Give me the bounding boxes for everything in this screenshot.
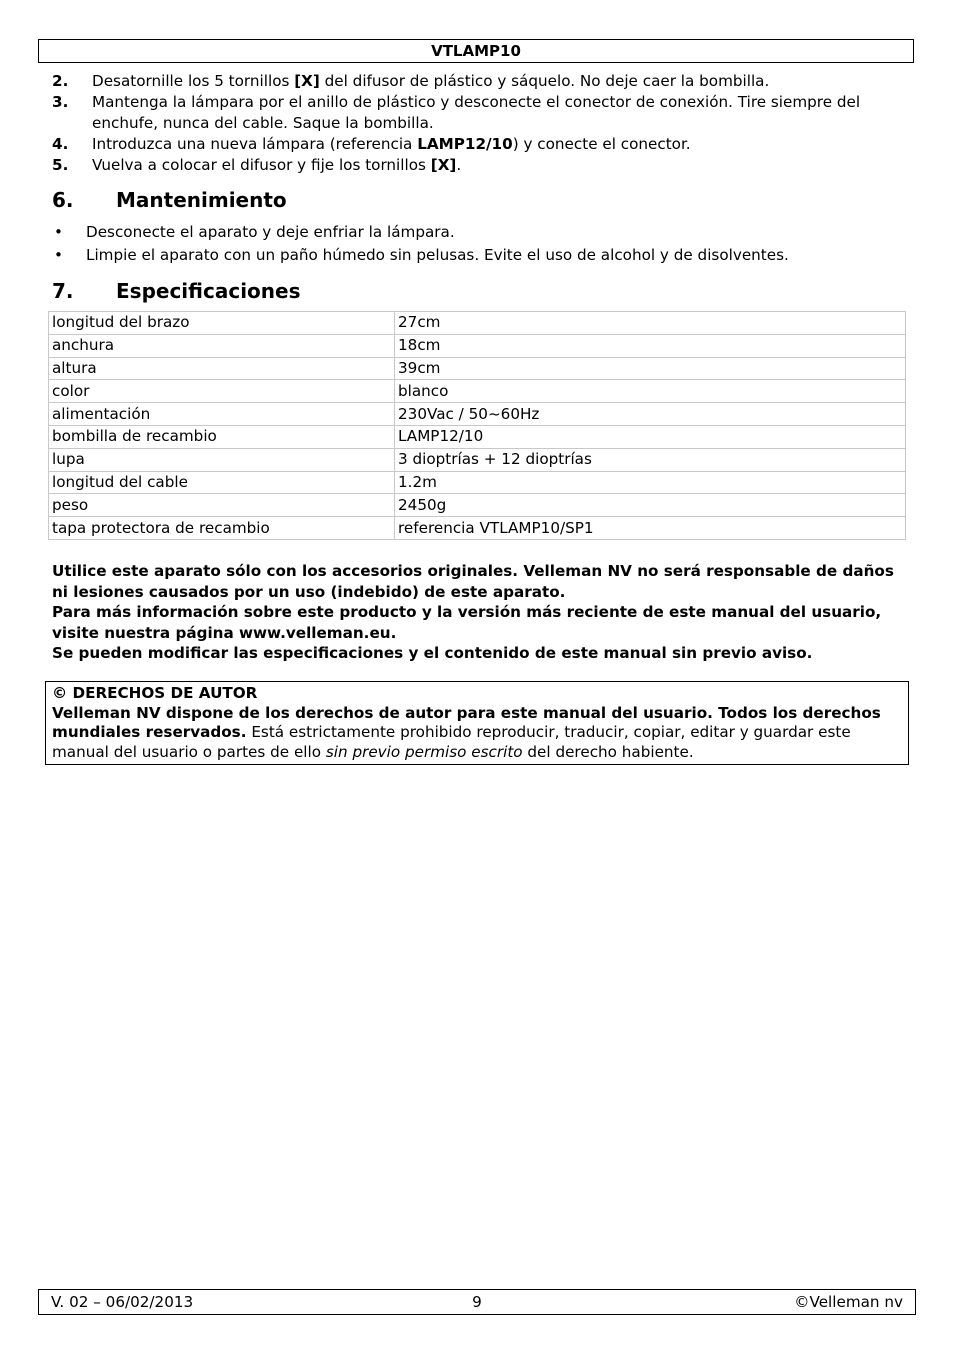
spec-value: 27cm [395,312,906,335]
specifications-table [48,311,906,540]
notice-paragraph: Para más información sobre este producto y la versión más reciente de este manual del usuario, visite nuestra página www.velleman.eu. [52,603,882,642]
list-item [52,245,912,265]
table-row [49,380,906,403]
list-item [52,155,912,176]
bullet-icon: • [54,223,63,241]
notice-paragraph: Utilice este aparato sólo con los accesorios originales. Velleman NV no será responsable de daños ni lesiones causados por un uso (indebido) de este aparato. [52,562,894,601]
copyright-text: Velleman NV dispone de los derechos de autor para este manual del usuario. Todos los derechos mundiales reservados. Está estrictamente prohibido reproducir, traducir, copiar, editar y guardar este manual del usuario o partes de ello sin previo permiso escrito del derecho habiente. [52,703,881,761]
step-text: Mantenga la lámpara por el anillo de plástico y desconecte el conector de conexión. Tire siempre del enchufe, nunca del cable. Saque la bombilla. [92,93,861,132]
list-item [52,71,912,92]
spec-value: 3 dioptrías + 12 dioptrías [395,448,906,471]
table-row [49,334,906,357]
table-row [49,403,906,426]
steps-list [52,71,912,176]
spec-label: altura [49,357,395,380]
spec-value: 1.2m [395,471,906,494]
spec-label: peso [49,494,395,517]
copyright-title: © DERECHOS DE AUTOR [52,684,258,702]
spec-value: 2450g [395,494,906,517]
step-text: Desatornille los 5 tornillos [X] del difusor de plástico y sáquelo. No deje caer la bombilla. [92,72,770,90]
table-row [49,517,906,540]
step-number: 5. [52,155,69,174]
step-number: 4. [52,134,69,153]
footer-version: V. 02 – 06/02/2013 [51,1293,194,1311]
list-item [52,92,912,133]
step-text: Introduzca una nueva lámpara (referencia LAMP12/10) y conecte el conector. [92,134,691,153]
notice-paragraph: Se pueden modificar las especificaciones y el contenido de este manual sin previo aviso. [52,644,813,662]
spec-label: lupa [49,448,395,471]
page-header [38,39,914,63]
copyright-box [45,681,909,765]
spec-value: 39cm [395,357,906,380]
footer-brand: ©Velleman nv [794,1293,903,1311]
spec-label: longitud del cable [49,471,395,494]
spec-value: blanco [395,380,906,403]
section-number: 6. [52,188,74,212]
spec-label: alimentación [49,403,395,426]
notice-block [52,561,912,664]
spec-label: color [49,380,395,403]
spec-value: referencia VTLAMP10/SP1 [395,517,906,540]
table-row [49,448,906,471]
spec-label: bombilla de recambio [49,425,395,448]
bullet-icon: • [54,246,63,264]
spec-value: 18cm [395,334,906,357]
table-row [49,494,906,517]
bullet-text: Limpie el aparato con un paño húmedo sin pelusas. Evite el uso de alcohol y de disolventes. [86,246,789,264]
spec-label: longitud del brazo [49,312,395,335]
spec-label: anchura [49,334,395,357]
page-footer [38,1289,916,1315]
spec-value: 230Vac / 50~60Hz [395,403,906,426]
section-title: Mantenimiento [116,188,287,212]
maintenance-list [52,222,912,268]
list-item [52,222,912,242]
table-row [49,357,906,380]
step-number: 3. [52,93,69,111]
list-item [52,134,912,155]
bullet-text: Desconecte el aparato y deje enfriar la lámpara. [86,223,455,241]
spec-value: LAMP12/10 [395,425,906,448]
section-heading-maintenance [52,188,287,212]
section-heading-specifications [52,279,301,303]
step-text: Vuelva a colocar el difusor y fije los tornillos [X]. [92,155,462,174]
table-row [49,471,906,494]
spec-label: tapa protectora de recambio [49,517,395,540]
section-title: Especificaciones [116,279,301,303]
header-model: VTLAMP10 [431,42,521,60]
section-number: 7. [52,279,74,303]
footer-page-number: 9 [472,1293,482,1311]
table-row [49,425,906,448]
table-row [49,312,906,335]
step-number: 2. [52,72,69,90]
